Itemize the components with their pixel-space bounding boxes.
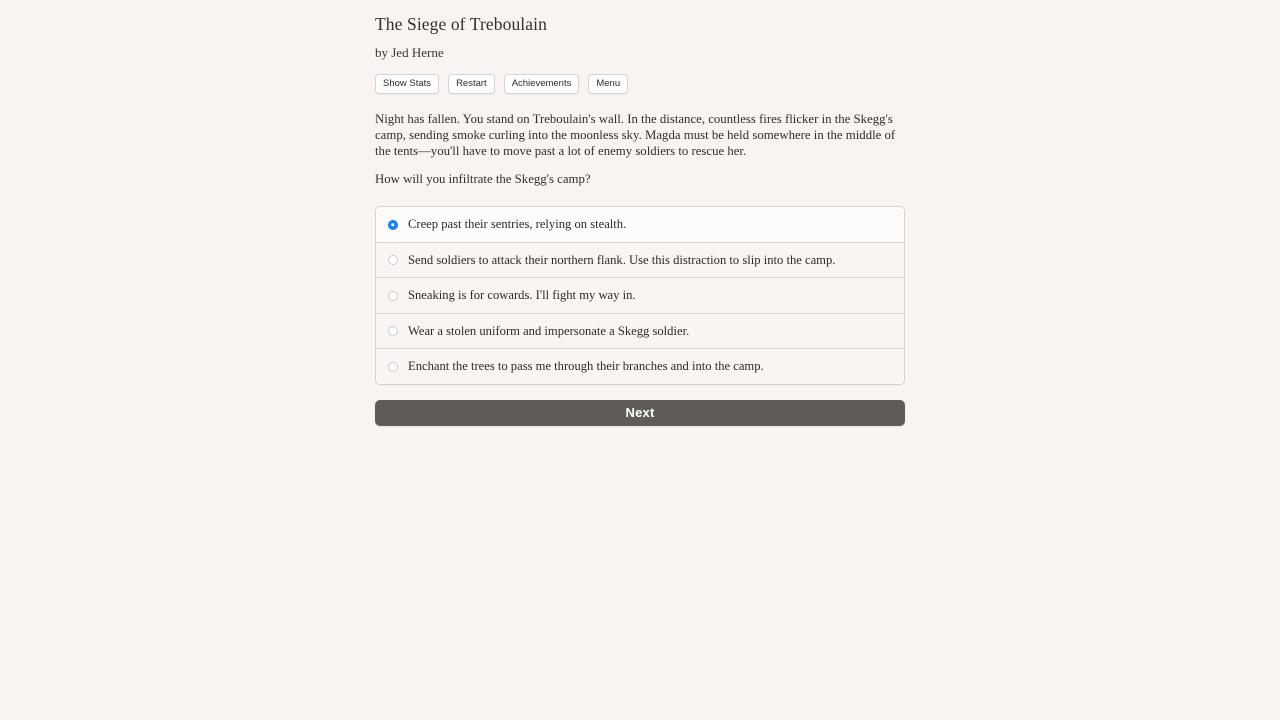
choice-option-label: Send soldiers to attack their northern flank. Use this distraction to slip into the camp. bbox=[408, 252, 836, 267]
radio-unselected-icon[interactable] bbox=[388, 326, 398, 336]
achievements-button[interactable]: Achievements bbox=[504, 74, 580, 95]
radio-selected-icon[interactable] bbox=[388, 220, 398, 230]
choice-option-label: Wear a stolen uniform and impersonate a Skegg soldier. bbox=[408, 323, 690, 338]
choice-list bbox=[375, 206, 905, 385]
choice-option-1[interactable] bbox=[376, 207, 904, 243]
toolbar bbox=[375, 59, 905, 95]
choice-prompt: How will you infiltrate the Skegg's camp? bbox=[375, 172, 591, 187]
restart-button[interactable]: Restart bbox=[448, 74, 495, 95]
page-title: The Siege of Treboulain bbox=[375, 14, 547, 34]
radio-unselected-icon[interactable] bbox=[388, 362, 398, 372]
next-button[interactable]: Next bbox=[375, 400, 905, 426]
choice-option-3[interactable] bbox=[376, 278, 904, 314]
narrative-text: Night has fallen. You stand on Treboulain's wall. In the distance, countless fires flicker in the Skegg's camp, sending smoke curling into the moonless sky. Magda must be held somewhere in the middle of the tents—you'll have to move past a lot of enemy soldiers to rescue her. bbox=[375, 112, 896, 159]
radio-unselected-icon[interactable] bbox=[388, 255, 398, 265]
show-stats-button[interactable]: Show Stats bbox=[375, 74, 439, 95]
author-byline: by Jed Herne bbox=[375, 44, 444, 60]
choice-option-label: Enchant the trees to pass me through their branches and into the camp. bbox=[408, 359, 764, 374]
choice-option-5[interactable] bbox=[376, 349, 904, 384]
menu-button[interactable]: Menu bbox=[588, 74, 628, 95]
choice-option-label: Creep past their sentries, relying on stealth. bbox=[408, 217, 627, 232]
choice-option-4[interactable] bbox=[376, 314, 904, 350]
choice-option-label: Sneaking is for cowards. I'll fight my way in. bbox=[408, 288, 636, 303]
radio-unselected-icon[interactable] bbox=[388, 291, 398, 301]
story-container bbox=[375, 0, 905, 426]
choice-option-2[interactable] bbox=[376, 243, 904, 279]
